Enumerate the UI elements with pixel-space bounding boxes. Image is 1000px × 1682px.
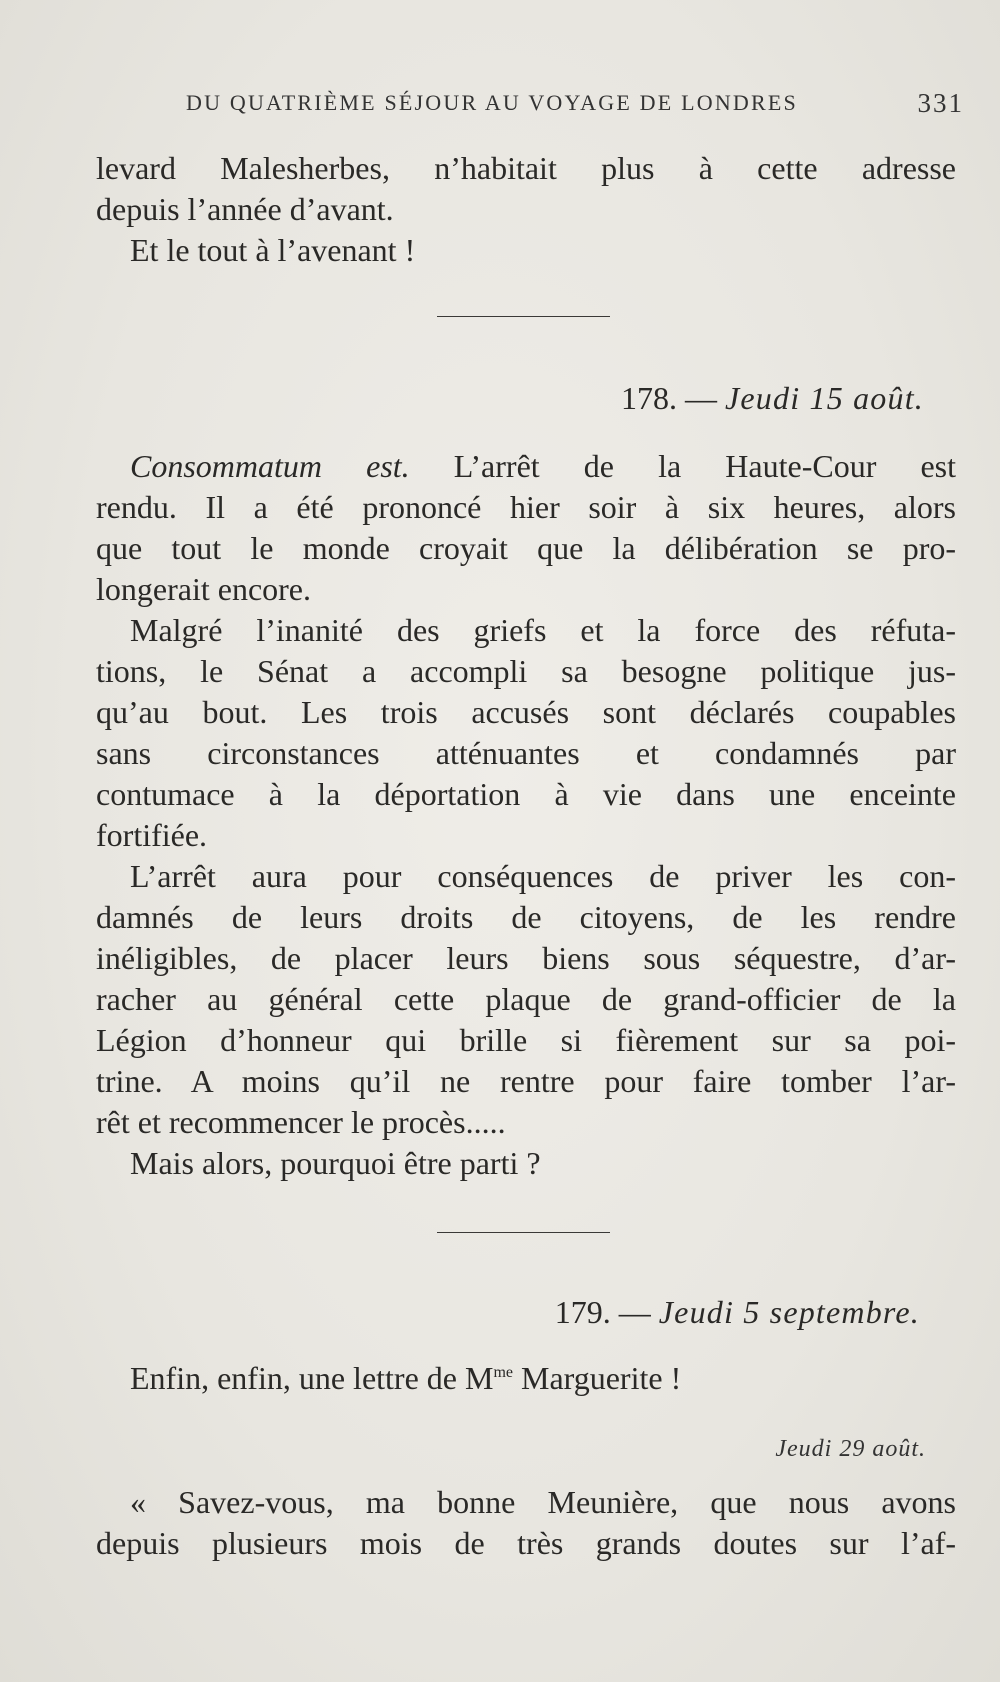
text-line: contumace à la déportation à vie dans une enceinte — [96, 776, 956, 812]
running-head — [186, 90, 964, 116]
text-line: qu’au bout. Les trois accusés sont déclarés coupables — [96, 694, 956, 730]
text-line: Mais alors, pourquoi être parti ? — [130, 1145, 541, 1181]
text-line: Légion d’honneur qui brille si fièrement sur sa poi- — [96, 1022, 956, 1058]
section-divider — [437, 316, 610, 317]
text-line: L’arrêt aura pour conséquences de priver les con- — [130, 858, 956, 894]
entry-178-body — [96, 446, 956, 1184]
entry-heading-179 — [555, 1294, 920, 1331]
text-line: inéligibles, de placer leurs biens sous séquestre, d’ar- — [96, 940, 956, 976]
text-line: tions, le Sénat a accompli sa besogne politique jus- — [96, 653, 956, 689]
text-line: « Savez-vous, ma bonne Meunière, que nous avons — [130, 1484, 956, 1520]
text-line: depuis plusieurs mois de très grands doutes sur l’af- — [96, 1525, 956, 1561]
text-line: Enfin, enfin, une lettre de $M^{me}$ Marguerite ! — [130, 1360, 682, 1396]
page-number: 331 — [917, 88, 964, 118]
entry-heading-178 — [621, 380, 924, 417]
text-line: Et le tout à l’avenant ! — [130, 232, 416, 268]
entry-date: Jeudi 5 septembre. — [658, 1294, 920, 1330]
text-line: trine. A moins qu’il ne rentre pour faire tomber l’ar- — [96, 1063, 956, 1099]
text-line: depuis l’année d’avant. — [96, 191, 394, 227]
letter-body — [96, 1482, 956, 1564]
text-line: fortifiée. — [96, 817, 208, 853]
section-divider — [437, 1232, 610, 1233]
latin-phrase: Consommatum est. — [130, 448, 410, 484]
entry-number: 178. — — [621, 380, 717, 416]
text-line: sans circonstances atténuantes et condamnés par — [96, 735, 956, 771]
text-line: damnés de leurs droits de citoyens, de les rendre — [96, 899, 956, 935]
text-line: longerait encore. — [96, 571, 311, 607]
text-line: racher au général cette plaque de grand-officier de la — [96, 981, 956, 1017]
text-line: que tout le monde croyait que la délibération se pro- — [96, 530, 956, 566]
text-line: levard Malesherbes, n’habitait plus à cette adresse — [96, 150, 956, 186]
letter-date: Jeudi 29 août. — [775, 1436, 926, 1462]
running-title: DU QUATRIÈME SÉJOUR AU VOYAGE DE LONDRES — [186, 90, 798, 115]
entry-179-intro — [96, 1358, 956, 1399]
entry-number: 179. — — [554, 1294, 651, 1330]
continuation-paragraph — [96, 148, 956, 271]
entry-date: Jeudi 15 août. — [725, 380, 924, 416]
text-line: rêt et recommencer le procès..... — [96, 1104, 506, 1140]
text-line: rendu. Il a été prononcé hier soir à six heures, alors — [96, 489, 956, 525]
text-line: Consommatum est. L’arrêt de la Haute-Cour est — [130, 448, 956, 484]
text-line: Malgré l’inanité des griefs et la force des réfuta- — [130, 612, 956, 648]
